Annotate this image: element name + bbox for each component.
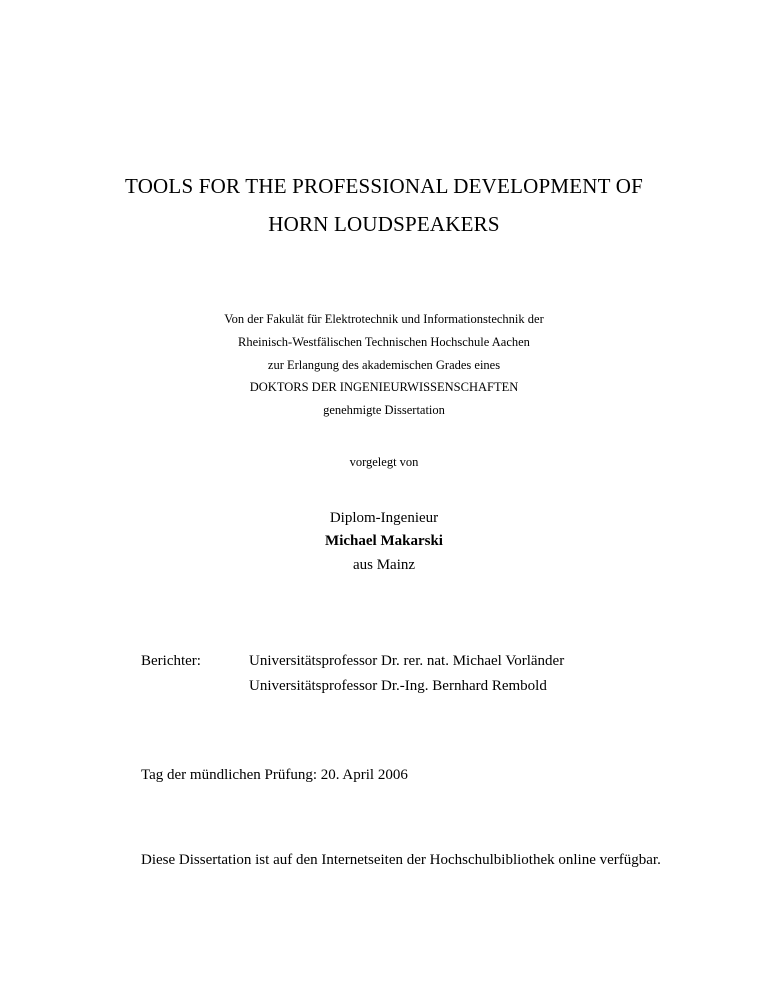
faculty-line-2: Rheinisch-Westfälischen Technischen Hochschule Aachen <box>238 335 530 349</box>
title-line-1: TOOLS FOR THE PROFESSIONAL DEVELOPMENT OF <box>125 174 643 198</box>
presented-by: vorgelegt von <box>349 455 419 469</box>
author-origin: aus Mainz <box>352 557 416 573</box>
author-name: Michael Makarski <box>325 533 443 549</box>
faculty-line-4: DOKTORS DER INGENIEURWISSENSCHAFTEN <box>249 380 519 394</box>
referee-2: Universitätsprofessor Dr.-Ing. Bernhard Rembold <box>249 678 547 694</box>
referee-1: Universitätsprofessor Dr. rer. nat. Michael Vorländer <box>249 653 565 669</box>
exam-date: Tag der mündlichen Prüfung: 20. April 2006 <box>141 767 408 783</box>
faculty-line-3: zur Erlangung des akademischen Grades eines <box>267 358 501 372</box>
faculty-line-1: Von der Fakulät für Elektrotechnik und Informationstechnik der <box>224 312 544 326</box>
title-line-2: HORN LOUDSPEAKERS <box>268 212 500 236</box>
author-degree: Diplom-Ingenieur <box>329 510 439 526</box>
faculty-line-5: genehmigte Dissertation <box>323 403 445 417</box>
availability-note: Diese Dissertation ist auf den Internetseiten der Hochschulbibliothek online verfügbar. <box>141 852 661 868</box>
referees-label: Berichter: <box>141 653 201 669</box>
